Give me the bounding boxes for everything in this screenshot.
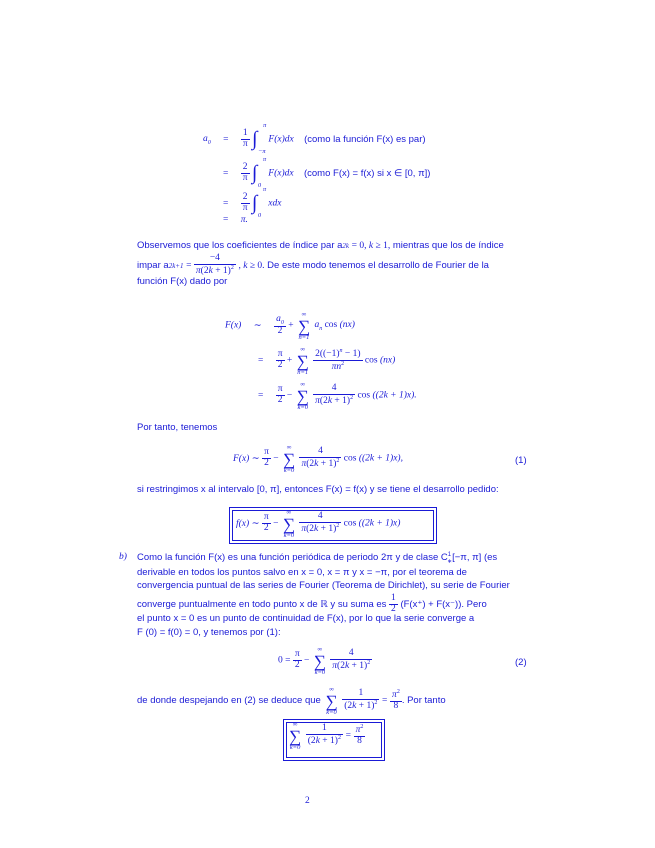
a0-note-2: (como F(x) = f(x) si x ∈ [0, π]) [303,168,431,179]
para1-line2: impar a2k+1 = $\frac{-4}{\pi(2k + 1)^2}$ , k ≥ 0. De este modo tenemos el desarrollo de Fourier de la [137,253,489,277]
part-b-line2: derivable en todos los puntos salvo en x = 0, x = π y x = −π, por el teorema de [137,567,467,578]
equation-1-number: (1) [515,455,527,466]
para1-line3: función F(x) dado por [137,276,228,287]
a0-line2: = $\frac{2}{\pi}$ ∫ π 0 F(x)dx (como F(x) = f(x) si x ∈ [0, π]) [223,156,431,189]
equation-2: 0 = $\frac{\pi}{2}$ − ∞ ∑ k=0 $\frac{4}{\pi(2k + 1)^2}$ [278,646,371,677]
boxed-result-1-formula: f(x) ∼ $\frac{\pi}{2}$ − ∞ ∑ k=0 $\frac{4}{\pi(2k + 1)^2}$ cos ((2k + 1)x) [236,509,401,540]
para1-line1: Observemos que los coeficientes de índice par a2k = 0, k ≥ 1, mientras que los de índice [137,240,504,251]
a0-note-1: (como la función F(x) es par) [304,134,426,145]
integral-sign: ∫ [252,128,258,150]
a0-line1: $a_0$ = $\frac{1}{\pi}$ ∫ π −π F(x)dx (como la función F(x) es par) [203,122,426,155]
boxed-result-2-formula: ∞ ∑ k=0 $\frac{1}{(2k + 1)^2}$ = $\frac{\pi^2}{8}$ [289,721,364,752]
fourier-line1: F(x) ∼ $\frac{a_0}{2}$ + ∞ ∑ n=1 $a_n$ cos (nx) [225,311,355,342]
fourier-line2: = $\frac{\pi}{2}$ + ∞ ∑ n=1 $\frac{2((-1)^n - 1)}{\pi n^2}$ cos (nx) [258,346,396,377]
a0-line4: = π. [223,215,248,225]
part-b-line4: converge puntualmente en todo punto x de ℝ y su suma es $\frac{1}{2}$ (F(x⁺) + F(x⁻)). Pero [137,593,487,614]
fourier-line3: = $\frac{\pi}{2}$ − ∞ ∑ k=0 $\frac{4}{\pi(2k + 1)^2}$ cos ((2k + 1)x). [258,381,417,412]
page-number: 2 [305,796,310,806]
por-tanto: Por tanto, tenemos [137,422,218,433]
equation-2-number: (2) [515,657,527,668]
despejando-line: de donde despejando en (2) se deduce que ∞ ∑ k=0 $\frac{1}{(2k + 1)^2}$ = $\frac{\pi^2}{8}$ . Por tanto [137,686,446,717]
a0-line3: = $\frac{2}{\pi}$ ∫ π 0 xdx [223,186,282,219]
part-b-line6: F (0) = f(0) = 0, y tenemos por (1): [137,627,281,638]
equation-1: F(x) ∼ $\frac{\pi}{2}$ − ∞ ∑ k=0 $\frac{4}{\pi(2k + 1)^2}$ cos ((2k + 1)x), [233,444,403,475]
a0-result: π. [240,215,248,225]
part-b-line3: convergencia puntual de las series de Fourier (Teorema de Dirichlet), su serie de Fourier [137,580,510,591]
part-b-line1: Como la función F(x) es una función periódica de periodo 2π y de clase $C^1_∗[-\pi$, π] (es [137,552,498,566]
restringimos-text: si restringimos x al intervalo [0, π], entonces F(x) = f(x) y se tiene el desarrollo pedido: [137,484,499,495]
part-b-label: b) [119,552,127,562]
part-b-line5: el punto x = 0 es un punto de continuidad de F(x), por lo que la serie converge a [137,613,475,624]
